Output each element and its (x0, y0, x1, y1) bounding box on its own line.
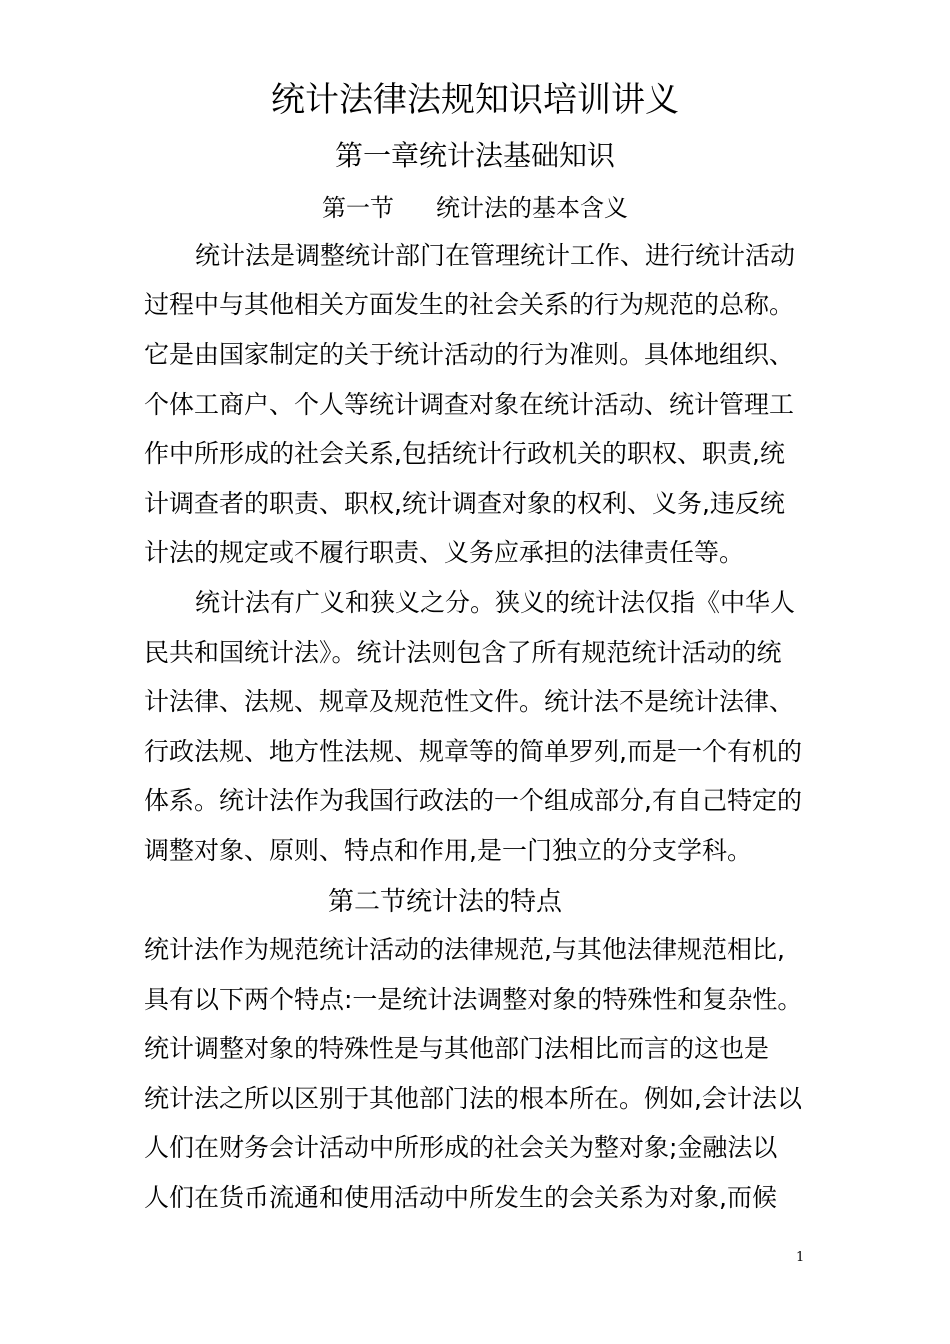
paragraph-line: 人们在货币流通和使用活动中所发生的会关系为对象,而候 (144, 1183, 777, 1212)
paragraph-line: 统计法有广义和狭义之分。狭义的统计法仅指《中华人 (195, 588, 796, 617)
paragraph-line: 它是由国家制定的关于统计活动的行为准则。具体地组织、 (144, 340, 795, 369)
paragraph-line: 计法的规定或不履行职责、义务应承担的法律责任等。 (144, 538, 745, 567)
paragraph-line: 统计法是调整统计部门在管理统计工作、进行统计活动 (195, 241, 796, 270)
section-1-heading: 统计法的基本含义 (436, 194, 628, 222)
paragraph-line: 统计法之所以区别于其他部门法的根本所在。例如,会计法以 (144, 1084, 802, 1113)
section-2-title: 第二节统计法的特点 (327, 887, 562, 917)
paragraph-line: 计法律、法规、规章及规范性文件。统计法不是统计法律、 (144, 687, 795, 716)
paragraph-line: 体系。统计法作为我国行政法的一个组成部分,有自己特定的 (144, 786, 802, 815)
paragraph-line: 行政法规、地方性法规、规章等的简单罗列,而是一个有机的 (144, 737, 802, 766)
paragraph-line: 过程中与其他相关方面发生的社会关系的行为规范的总称。 (144, 290, 795, 319)
paragraph-line: 统计法作为规范统计活动的法律规范,与其他法律规范相比, (144, 935, 785, 964)
paragraph-line: 民共和国统计法》。统计法则包含了所有规范统计活动的统 (144, 638, 782, 667)
section-1-title (0, 190, 950, 226)
paragraph-line: 具有以下两个特点:一是统计法调整对象的特殊性和复杂性。 (144, 985, 803, 1014)
section-1-number: 第一节 (322, 194, 394, 222)
paragraph-line: 统计调整对象的特殊性是与其他部门法相比而言的这也是 (144, 1034, 770, 1063)
paragraph-line: 调整对象、原则、特点和作用,是一门独立的分支学科。 (144, 836, 752, 865)
chapter-title: 第一章统计法基础知识 (334, 139, 615, 172)
paragraph-line: 计调查者的职责、职权,统计调查对象的权利、义务,违反统 (144, 489, 785, 518)
paragraph-line: 人们在财务会计活动中所形成的社会关为整对象;金融法以 (144, 1133, 778, 1162)
paragraph-line: 作中所形成的社会关系,包括统计行政机关的职权、职责,统 (144, 439, 785, 468)
document-title: 统计法律法规知识培训讲义 (271, 80, 679, 120)
paragraph-line: 个体工商户、个人等统计调查对象在统计活动、统计管理工 (144, 390, 795, 419)
page-number: 1 (796, 1250, 805, 1265)
